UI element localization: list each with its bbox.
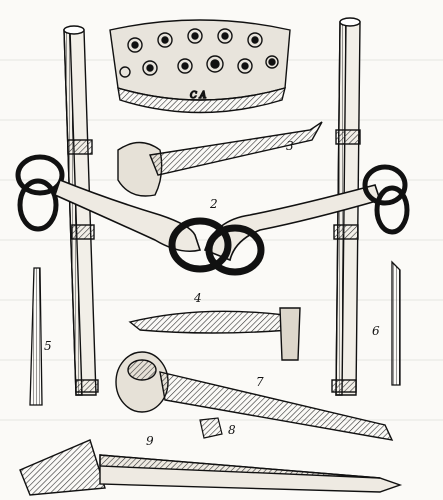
label-fig-9: 9 <box>146 434 154 448</box>
label-fig-3: 3 <box>286 139 294 153</box>
crown-letters: C A <box>190 91 207 101</box>
label-fig-4: 4 <box>194 291 202 305</box>
spike-5-figure <box>30 268 42 405</box>
label-fig-2: 2 <box>210 197 218 211</box>
fragment-8-figure <box>200 418 222 438</box>
nail-9-figure <box>20 440 400 495</box>
label-fig-6: 6 <box>372 324 380 338</box>
label-fig-7: 7 <box>256 375 264 389</box>
label-fig-8: 8 <box>228 423 236 437</box>
crown-figure <box>110 20 290 113</box>
label-fig-5: 5 <box>44 339 52 353</box>
spike-6-figure <box>392 262 400 385</box>
nail-3-figure <box>118 122 322 196</box>
nail-4-figure <box>130 308 300 360</box>
